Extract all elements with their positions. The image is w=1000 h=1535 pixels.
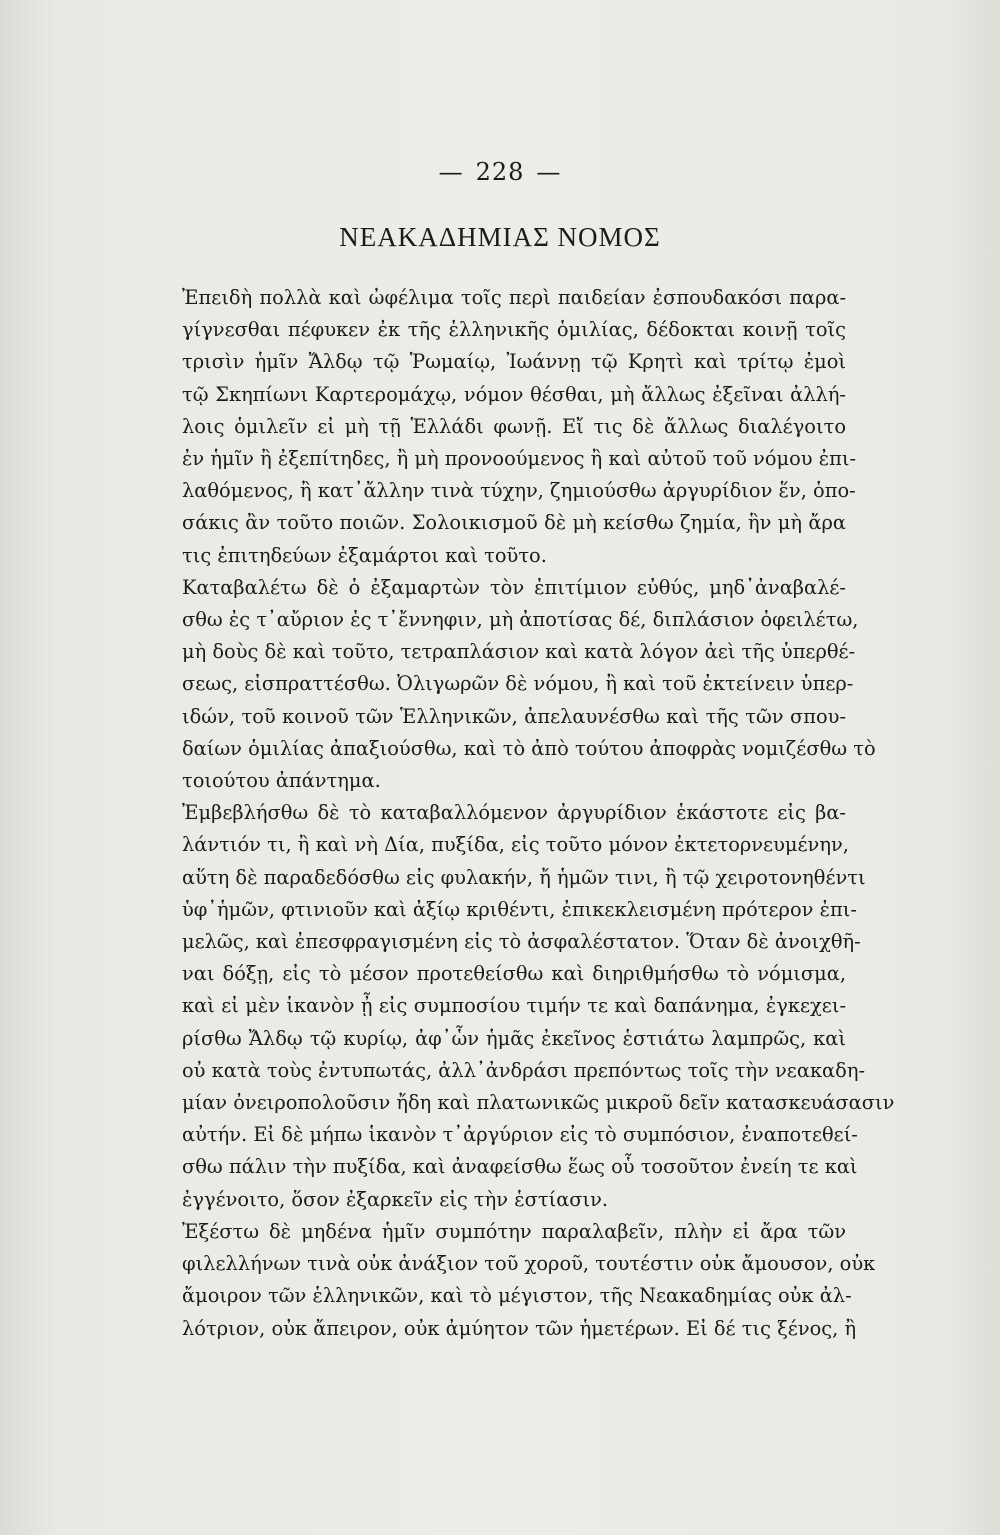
paragraph [154, 1216, 876, 1345]
text-line: τῷ Σκηπίωνι Καρτερομάχῳ, νόμον θέσθαι, μὴ ἄλλως ἐξεῖναι ἀλλή- [182, 382, 846, 406]
text-line: μίαν ὀνειροπολοῦσιν ἤδη καὶ πλατωνικῶς μικροῦ δεῖν κατασκευάσασιν [182, 1091, 895, 1115]
text-line: λάντιόν τι, ἢ καὶ νὴ Δία, πυξίδα, εἰς τοῦτο μόνον ἐκτετορνευμένην, [182, 833, 849, 857]
page-number-value: 228 [475, 158, 525, 186]
paragraph [154, 572, 876, 797]
body-text [154, 282, 895, 1345]
text-line: ἐγγένοιτο, ὅσον ἐξαρκεῖν εἰς τὴν ἑστίασιν. [182, 1187, 609, 1211]
paragraph [154, 797, 895, 1216]
text-line: ναι δόξῃ, εἰς τὸ μέσον προτεθείσθω καὶ διηριθμήσθω τὸ νόμισμα, [182, 962, 846, 986]
text-line: δαίων ὁμιλίας ἀπαξιούσθω, καὶ τὸ ἀπὸ τούτου ἀποφρὰς νομιζέσθω τὸ [182, 736, 876, 760]
text-line: Ἐμβεβλήσθω δὲ τὸ καταβαλλόμενον ἀργυρίδιον ἑκάστοτε εἰς βα- [182, 801, 846, 825]
page-title: ΝΕΑΚΑΔΗΜΙΑΣ ΝΟΜΟΣ [339, 222, 661, 252]
text-line: καὶ εἰ μὲν ἱκανὸν ᾖ εἰς συμποσίου τιμήν τε καὶ δαπάνημα, ἐγκεχει- [182, 994, 846, 1018]
text-line: φιλελλήνων τινὰ οὐκ ἀνάξιον τοῦ χοροῦ, τουτέστιν οὐκ ἄμουσον, οὐκ [182, 1252, 876, 1276]
text-line: σεως, εἰσπραττέσθω. Ὀλιγωρῶν δὲ νόμου, ἢ καὶ τοῦ ἐκτείνειν ὑπερ- [182, 672, 854, 696]
text-line: ρίσθω Ἄλδῳ τῷ κυρίῳ, ἀφ᾽ὧν ἡμᾶς ἐκεῖνος ἑστιάτω λαμπρῶς, καὶ [182, 1026, 846, 1050]
text-line: λαθόμενος, ἢ κατ᾽ἄλλην τινὰ τύχην, ζημιούσθω ἀργυρίδιον ἕν, ὁπο- [182, 479, 856, 503]
text-line: τρισὶν ἡμῖν Ἄλδῳ τῷ Ῥωμαίῳ, Ἰωάννῃ τῷ Κρητὶ καὶ τρίτῳ ἐμοὶ [182, 350, 846, 374]
text-line: αὕτη δὲ παραδεδόσθω εἰς φυλακήν, ἤ ἡμῶν τινι, ἢ τῷ χειροτονηθέντι [182, 865, 866, 889]
text-line: τοιούτου ἀπάντημα. [182, 769, 381, 793]
page-number-dash-right: — [536, 158, 562, 186]
text-line: αὐτήν. Εἰ δὲ μήπω ἱκανὸν τ᾽ἀργύριον εἰς τὸ συμπόσιον, ἐναποτεθεί- [182, 1123, 858, 1147]
text-line: γίγνεσθαι πέφυκεν ἐκ τῆς ἑλληνικῆς ὁμιλίας, δέδοκται κοινῇ τοῖς [182, 318, 846, 342]
text-line: οὐ κατὰ τοὺς ἐντυπωτάς, ἀλλ᾽ἀνδράσι πρεπόντως τοῖς τὴν νεακαδη- [182, 1058, 865, 1082]
paragraph [154, 282, 857, 572]
text-line: Καταβαλέτω δὲ ὁ ἐξαμαρτὼν τὸν ἐπιτίμιον εὐθύς, μηδ᾽ἀναβαλέ- [182, 575, 846, 599]
text-line: σθω πάλιν τὴν πυξίδα, καὶ ἀναφείσθω ἕως οὗ τοσοῦτον ἐνείη τε καὶ [182, 1155, 858, 1179]
text-line: τις ἐπιτηδεύων ἐξαμάρτοι καὶ τοῦτο. [182, 543, 547, 567]
text-line: Ἐξέστω δὲ μηδένα ἡμῖν συμπότην παραλαβεῖν, πλὴν εἰ ἄρα τῶν [182, 1219, 846, 1243]
text-line: ὑφ᾽ἡμῶν, φτινιοῦν καὶ ἀξίῳ κριθέντι, ἐπικεκλεισμένη πρότερον ἐπι- [182, 897, 857, 921]
text-line: λότριον, οὐκ ἄπειρον, οὐκ ἀμύητον τῶν ἡμετέρων. Εἰ δέ τις ξένος, ἢ [182, 1316, 857, 1340]
page-number [0, 158, 1000, 186]
text-line: ἐν ἡμῖν ἢ ἐξεπίτηδες, ἢ μὴ προνοούμενος ἢ καὶ αὐτοῦ τοῦ νόμου ἐπι- [182, 447, 857, 471]
text-line: λοις ὁμιλεῖν εἰ μὴ τῇ Ἑλλάδι φωνῇ. Εἴ τις δὲ ἄλλως διαλέγοιτο [182, 414, 846, 438]
text-line: ιδών, τοῦ κοινοῦ τῶν Ἑλληνικῶν, ἀπελαυνέσθω καὶ τῆς τῶν σπου- [182, 704, 846, 728]
text-line: ἄμοιρον τῶν ἑλληνικῶν, καὶ τὸ μέγιστον, τῆς Νεακαδημίας οὐκ ἀλ- [182, 1284, 852, 1308]
text-line: σθω ἐς τ᾽αὔριον ἐς τ᾽ἔννηφιν, μὴ ἀποτίσας δέ, διπλάσιον ὀφειλέτω, [182, 608, 859, 632]
text-line: Ἐπειδὴ πολλὰ καὶ ὠφέλιμα τοῖς περὶ παιδείαν ἐσπουδακόσι παρα- [182, 286, 846, 309]
text-line: σάκις ἂν τοῦτο ποιῶν. Σολοικισμοῦ δὲ μὴ κείσθω ζημία, ἣν μὴ ἄρα [182, 511, 846, 535]
text-line: μελῶς, καὶ ἐπεσφραγισμένη εἰς τὸ ἀσφαλέστατον. Ὅταν δὲ ἀνοιχθῆ- [182, 930, 861, 954]
text-line: μὴ δοὺς δὲ καὶ τοῦτο, τετραπλάσιον καὶ κατὰ λόγον ἀεὶ τῆς ὑπερθέ- [182, 640, 856, 664]
page-number-dash-left: — [438, 158, 464, 186]
